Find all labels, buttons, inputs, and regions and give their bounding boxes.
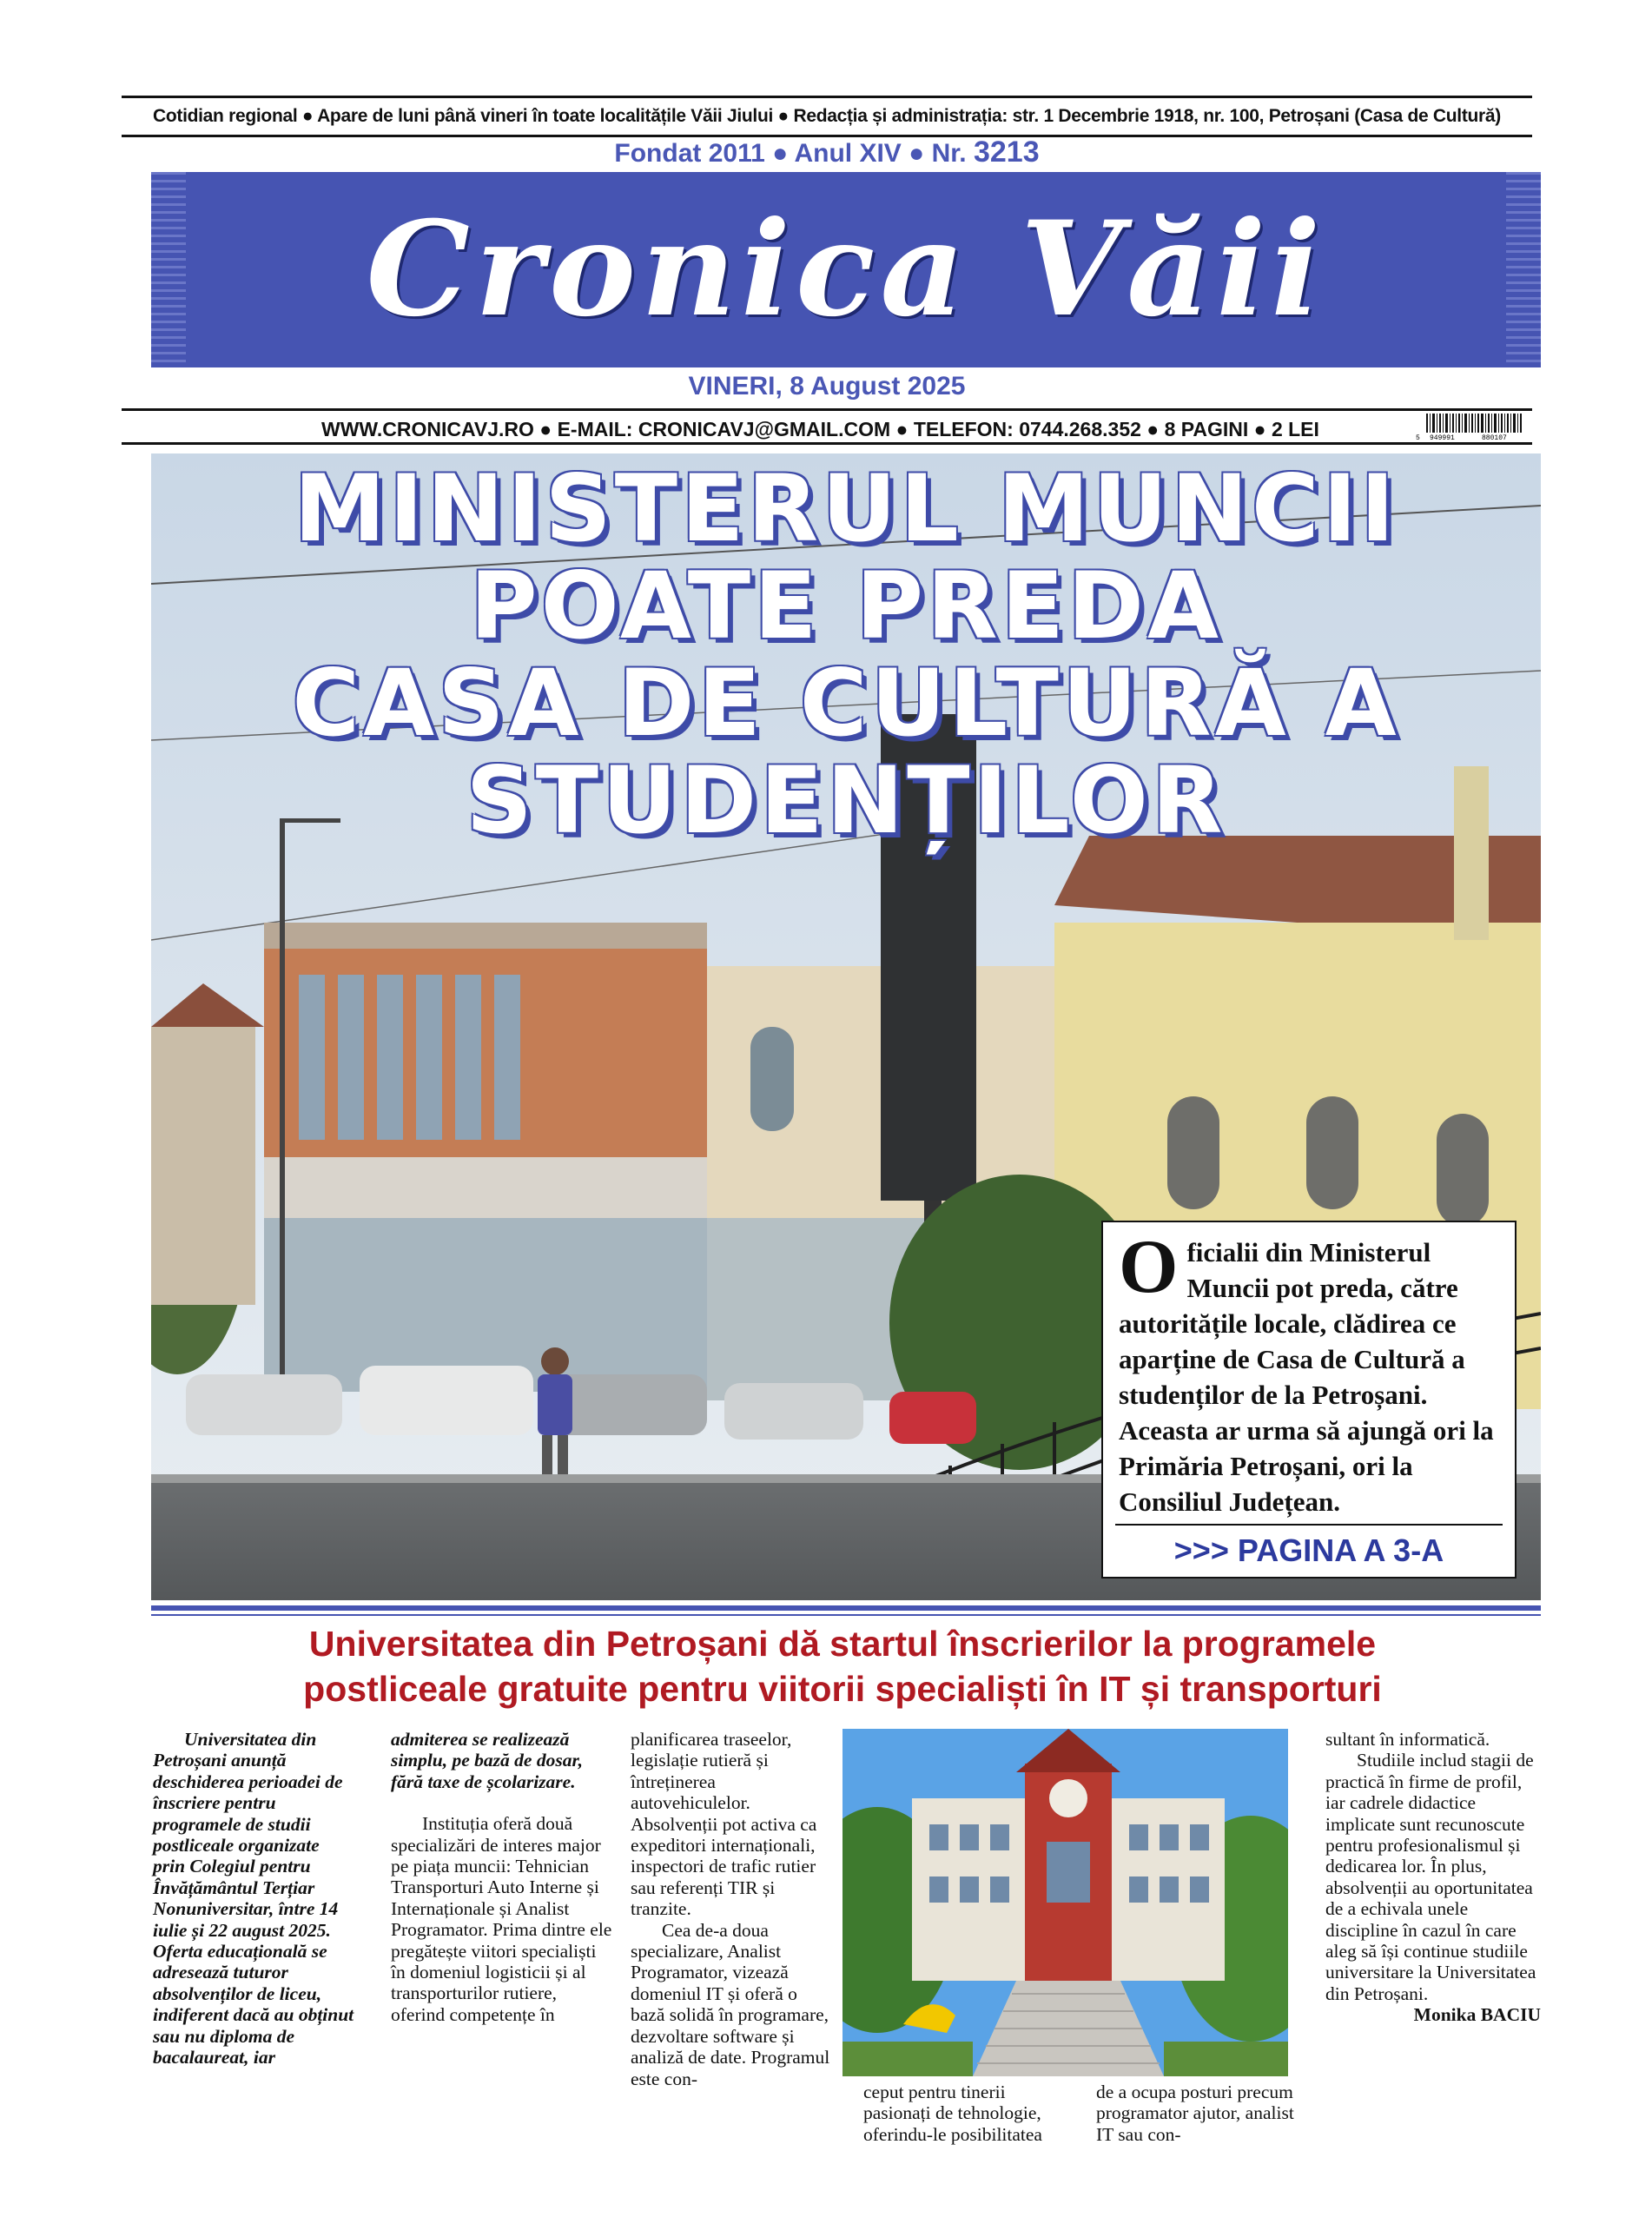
lead-summary: ficialii din Ministerul Muncii pot preda, către autoritățile locale, clădirea ce aparține de Casa de Cultură a studenților de la Petroșani. Aceasta ar urma să ajungă ori la Primăria Petroșani, ori la Consiliul Județean.	[1119, 1237, 1494, 1517]
article-col-2	[391, 1729, 615, 2025]
article-col-3-a: planificarea traseelor, legislație rutieră și întreținerea autovehiculelor. Absolvenții pot activa ca expeditori internaționali, inspectori de trafic rutier sau referenți TIR și tranzite.	[631, 1729, 817, 1920]
article-col-2-lead: admiterea se realizează simplu, pe bază de dosar, fără taxe de școlarizare.	[391, 1729, 583, 1792]
barcode-digits-left: 5	[1416, 434, 1420, 441]
issue-number: 3213	[973, 136, 1040, 169]
issue-date: VINERI, 8 August 2025	[688, 372, 966, 400]
article-col-6	[1325, 1729, 1541, 2026]
article-headline-line-2: postliceale gratuite pentru viitorii specialiști în IT și transporturi	[303, 1669, 1382, 1709]
tagline-bar: Cotidian regional ● Apare de luni până vineri în toate localitățile Văii Jiului ● Redacția și administrația: str. 1 Decembrie 1918, nr. 100, Petroșani (Casa de Cultură)	[122, 96, 1532, 137]
lead-headline	[151, 455, 1541, 854]
section-divider	[151, 1605, 1541, 1611]
founded-label: Fondat 2011 ● Anul XIV ● Nr.	[614, 139, 967, 168]
article-col-6-a: sultant în informatică.	[1325, 1729, 1490, 1750]
article-col-1: Universitatea din Petroșani anunță deschiderea perioadei de înscriere pentru programele de studii postliceale organizate prin Colegiul pentru Învățământul Terțiar Nonuniversitar, între 14 iulie și 22 august 2025. Oferta educațională se adresează tuturor absolvenților de liceu, indiferent dacă au obținut sau nu diploma de bacalaureat, iar	[153, 1729, 354, 2068]
lead-summary-box	[1101, 1221, 1517, 1579]
lead-headline-line-1: MINISTERUL MUNCII	[294, 455, 1398, 562]
article-author: Monika BACIU	[1413, 2004, 1541, 2026]
article-col-2-body: Instituția oferă două specializări de interes major pe piața muncii: Tehnician Transporturi Auto Interne și Internaționale și Analist Programator. Prima dintre ele pregătește viitori specialiști în domeniul logisticii și al transporturilor rutiere, oferind competențe în	[391, 1813, 612, 2025]
barcode	[1414, 412, 1527, 441]
masthead-title: Cronica Văii	[366, 193, 1326, 346]
article-col-5: de a ocupa posturi precum programator ajutor, analist IT sau con-	[1096, 2082, 1294, 2145]
article-col-4: ceput pentru tinerii pasionați de tehnologie, oferindu-le posibilitatea	[863, 2082, 1042, 2145]
barcode-digits-mid: 949991	[1430, 434, 1455, 441]
article-col-6-b: Studiile includ stagii de practică în firme de profil, iar cadrele didactice implicate sunt recunoscute pentru profesionalismul și dedicarea lor. În plus, absolvenții au oportunitatea de a echivala unele discipline în cazul în care aleg să își continue studiile universitare la Universitatea din Petroșani.	[1325, 1750, 1536, 2004]
lead-headline-line-4: STUDENȚILOR	[466, 747, 1226, 854]
section-divider-thin	[151, 1614, 1541, 1616]
university-photo	[843, 1729, 1288, 2076]
dropcap: O	[1119, 1225, 1179, 1309]
continued-link[interactable]: >>> PAGINA A 3-A	[1115, 1524, 1503, 1568]
article-headline	[139, 1621, 1546, 1711]
article-headline-line-1: Universitatea din Petroșani dă startul înscrierilor la programele	[308, 1624, 1377, 1664]
article-col-3-b: Cea de-a doua specializare, Analist Programator, vizează domeniul IT și oferă o bază solidă în programare, dezvoltare software și analiză de date. Programul este con-	[631, 1919, 830, 2089]
contact-bar: WWW.CRONICAVJ.RO ● E-MAIL: CRONICAVJ@GMAIL.COM ● TELEFON: 0744.268.352 ● 8 PAGINI ● 2 LEI	[122, 408, 1532, 445]
lead-headline-line-3: CASA DE CULTURĂ A	[292, 650, 1400, 757]
masthead-banner	[151, 172, 1541, 367]
barcode-digits-right: 880107	[1482, 434, 1507, 441]
article-col-3	[631, 1729, 832, 2089]
lead-headline-line-2: POATE PREDA	[469, 553, 1223, 659]
issue-info	[122, 135, 1532, 169]
